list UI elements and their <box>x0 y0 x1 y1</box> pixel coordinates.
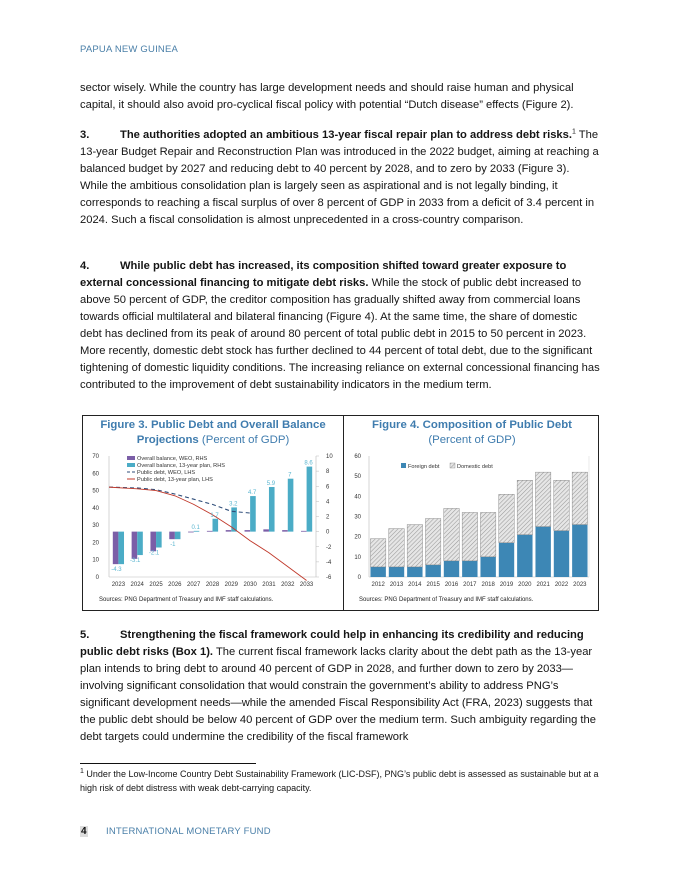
svg-text:30: 30 <box>92 523 99 530</box>
footnote-text: Under the Low-Income Country Debt Sustainability Framework (LIC-DSF), PNG’s public debt is assessed as sustainable but at a high risk of debt distress with weak debt-carrying capacity. <box>80 769 599 793</box>
svg-text:2018: 2018 <box>481 582 495 588</box>
svg-text:-4: -4 <box>326 559 332 566</box>
svg-text:10: 10 <box>354 554 361 561</box>
paragraph-3 <box>80 127 600 229</box>
svg-text:60: 60 <box>354 454 361 460</box>
svg-text:-3.1: -3.1 <box>130 558 141 565</box>
figure-3-subtitle: (Percent of GDP) <box>201 434 290 446</box>
svg-text:6: 6 <box>326 484 330 491</box>
paragraph-body: The current fiscal framework lacks clarity about the debt path as the 13-year plan intends to bring debt to around 40 percent of GDP in 2028, and further down to zero by 2033—involving significant consolidation that would constrain the government’s ability to address PNG’s significant development needs—while the amended Fiscal Responsibility Act (FRA, 2023) suggests that the public debt should be below 40 percent of GDP over the medium term. Such ambiguity regarding the debt targets could undermine the credibility of the fiscal framework <box>80 646 596 743</box>
svg-text:10: 10 <box>326 454 333 460</box>
svg-text:2021: 2021 <box>536 582 550 588</box>
figure-4-subtitle: (Percent of GDP) <box>428 434 516 446</box>
svg-text:2028: 2028 <box>205 582 220 588</box>
footnote-ref[interactable]: 1 <box>571 128 576 136</box>
svg-text:30: 30 <box>354 514 361 521</box>
svg-text:8: 8 <box>326 469 330 476</box>
paragraph-heading: While public debt has increased, its composition shifted toward greater exposure to external concessional financing to mitigate debt risks. <box>80 260 567 289</box>
svg-text:Public debt, 13-year plan, LHS: Public debt, 13-year plan, LHS <box>137 477 213 483</box>
paragraph-heading: The authorities adopted an ambitious 13-year fiscal repair plan to address debt risks. <box>120 129 572 141</box>
svg-text:0.1: 0.1 <box>191 524 200 531</box>
svg-text:2012: 2012 <box>371 582 385 588</box>
svg-text:1.7: 1.7 <box>210 512 219 519</box>
footnote-number: 1 <box>80 768 84 775</box>
svg-text:2024: 2024 <box>130 582 144 588</box>
svg-text:Public debt, WEO, LHS: Public debt, WEO, LHS <box>137 470 196 476</box>
svg-text:10: 10 <box>92 557 99 564</box>
svg-text:2022: 2022 <box>554 582 569 588</box>
paragraph-heading: Strengthening the fiscal framework could help in enhancing its credibility and reducing public debt risks (Box 1). <box>80 629 584 658</box>
svg-text:60: 60 <box>92 471 99 478</box>
svg-text:4.7: 4.7 <box>247 490 257 497</box>
svg-text:Overall balance, 13-year plan,: Overall balance, 13-year plan, RHS <box>137 463 225 469</box>
svg-text:0: 0 <box>357 575 361 581</box>
svg-text:2020: 2020 <box>518 582 532 588</box>
svg-text:2014: 2014 <box>408 582 422 588</box>
svg-text:2016: 2016 <box>444 582 459 588</box>
paragraph-intro: sector wisely. While the country has large development needs and should raise human and physical capital, it should also avoid pro-cyclical fiscal policy with potential “Dutch disease” effects (Figure 2). <box>80 82 574 111</box>
svg-text:2030: 2030 <box>243 582 257 588</box>
footer-publisher: INTERNATIONAL MONETARY FUND <box>106 826 271 837</box>
paragraph-number: 5. <box>80 629 90 641</box>
figure-4-title: Figure 4. Composition of Public Debt (Percent of GDP) <box>372 419 572 446</box>
svg-text:-2.1: -2.1 <box>148 550 160 557</box>
svg-text:4: 4 <box>326 499 330 506</box>
figure-4-source: Sources: PNG Department of Treasury and IMF staff calculations. <box>359 597 534 603</box>
figure-3-source: Sources: PNG Department of Treasury and IMF staff calculations. <box>99 597 274 603</box>
svg-text:70: 70 <box>92 454 99 460</box>
svg-text:50: 50 <box>92 488 99 495</box>
running-head: PAPUA NEW GUINEA <box>80 44 179 55</box>
svg-text:3.2: 3.2 <box>229 501 238 508</box>
paragraph-number: 3. <box>80 129 90 141</box>
paragraph-body: The 13-year Budget Repair and Reconstruction Plan was introduced in the 2022 budget, aiming at reaching a balanced budget by 2027 and reducing debt to 40 percent by 2028, and to zero by 2033 (Figure 3). While the ambitious consolidation plan is largely seen as aspirational and is not legally binding, it corresponds to reaching a fiscal surplus of over 8 percent of GDP in 2033 from a deficit of 3.4 percent in 2024. Such a fiscal consolidation is almost unprecedented in a cross-country comparison. <box>80 129 599 226</box>
svg-text:Foreign debt: Foreign debt <box>408 464 440 470</box>
paragraph-5 <box>80 627 600 746</box>
figure-3-title: Figure 3. Public Debt and Overall Balance Projections (Percent of GDP) <box>100 419 326 446</box>
footnote <box>80 767 600 795</box>
svg-text:2: 2 <box>326 514 330 521</box>
page-number: 4 <box>81 826 87 837</box>
svg-text:5.9: 5.9 <box>266 481 276 488</box>
svg-text:40: 40 <box>92 505 99 512</box>
svg-text:50: 50 <box>354 474 361 481</box>
svg-text:0: 0 <box>326 529 330 536</box>
figure-4-chart <box>345 450 599 595</box>
svg-text:2027: 2027 <box>187 582 201 588</box>
svg-text:20: 20 <box>92 540 99 547</box>
svg-text:-2: -2 <box>326 544 332 551</box>
svg-text:2017: 2017 <box>463 582 477 588</box>
svg-text:Domestic debt: Domestic debt <box>457 464 493 470</box>
svg-text:0: 0 <box>95 575 99 581</box>
svg-text:2023: 2023 <box>111 582 126 588</box>
svg-text:2031: 2031 <box>262 582 276 588</box>
figure-panel <box>82 415 599 611</box>
svg-text:2019: 2019 <box>499 582 514 588</box>
svg-text:-1: -1 <box>170 542 176 549</box>
figure-3-chart <box>83 450 343 595</box>
svg-text:2015: 2015 <box>426 582 440 588</box>
paragraph-body: While the stock of public debt increased to above 50 percent of GDP, the creditor composition has gradually shifted away from commercial loans towards official multilateral and bilateral financing (Figure 4). At the same time, the share of domestic debt has declined from its peak of around 80 percent of total public debt in 2015 to 50 percent in 2023. More recently, domestic debt stock has further declined to 44 percent of total debt, due to the significant tightening of domestic liquidity conditions. The increasing reliance on external concessional financing has contributed to the improvement of debt sustainability indicators in the medium term. <box>80 277 600 391</box>
svg-text:20: 20 <box>354 534 361 541</box>
svg-text:40: 40 <box>354 494 361 501</box>
svg-text:2025: 2025 <box>149 582 163 588</box>
svg-text:8.6: 8.6 <box>304 460 313 467</box>
svg-text:2023: 2023 <box>573 582 587 588</box>
paragraph-4 <box>80 258 600 394</box>
svg-text:2026: 2026 <box>168 582 182 588</box>
footnote-separator <box>80 763 256 764</box>
svg-text:Overall balance, WEO, RHS: Overall balance, WEO, RHS <box>137 456 208 462</box>
paragraph-number: 4. <box>80 260 90 272</box>
svg-text:-6: -6 <box>326 575 332 581</box>
svg-text:2029: 2029 <box>224 582 238 588</box>
svg-text:2032: 2032 <box>281 582 295 588</box>
svg-text:7: 7 <box>288 472 292 479</box>
svg-text:2033: 2033 <box>299 582 314 588</box>
svg-text:2013: 2013 <box>389 582 404 588</box>
svg-text:-4.3: -4.3 <box>111 567 122 574</box>
